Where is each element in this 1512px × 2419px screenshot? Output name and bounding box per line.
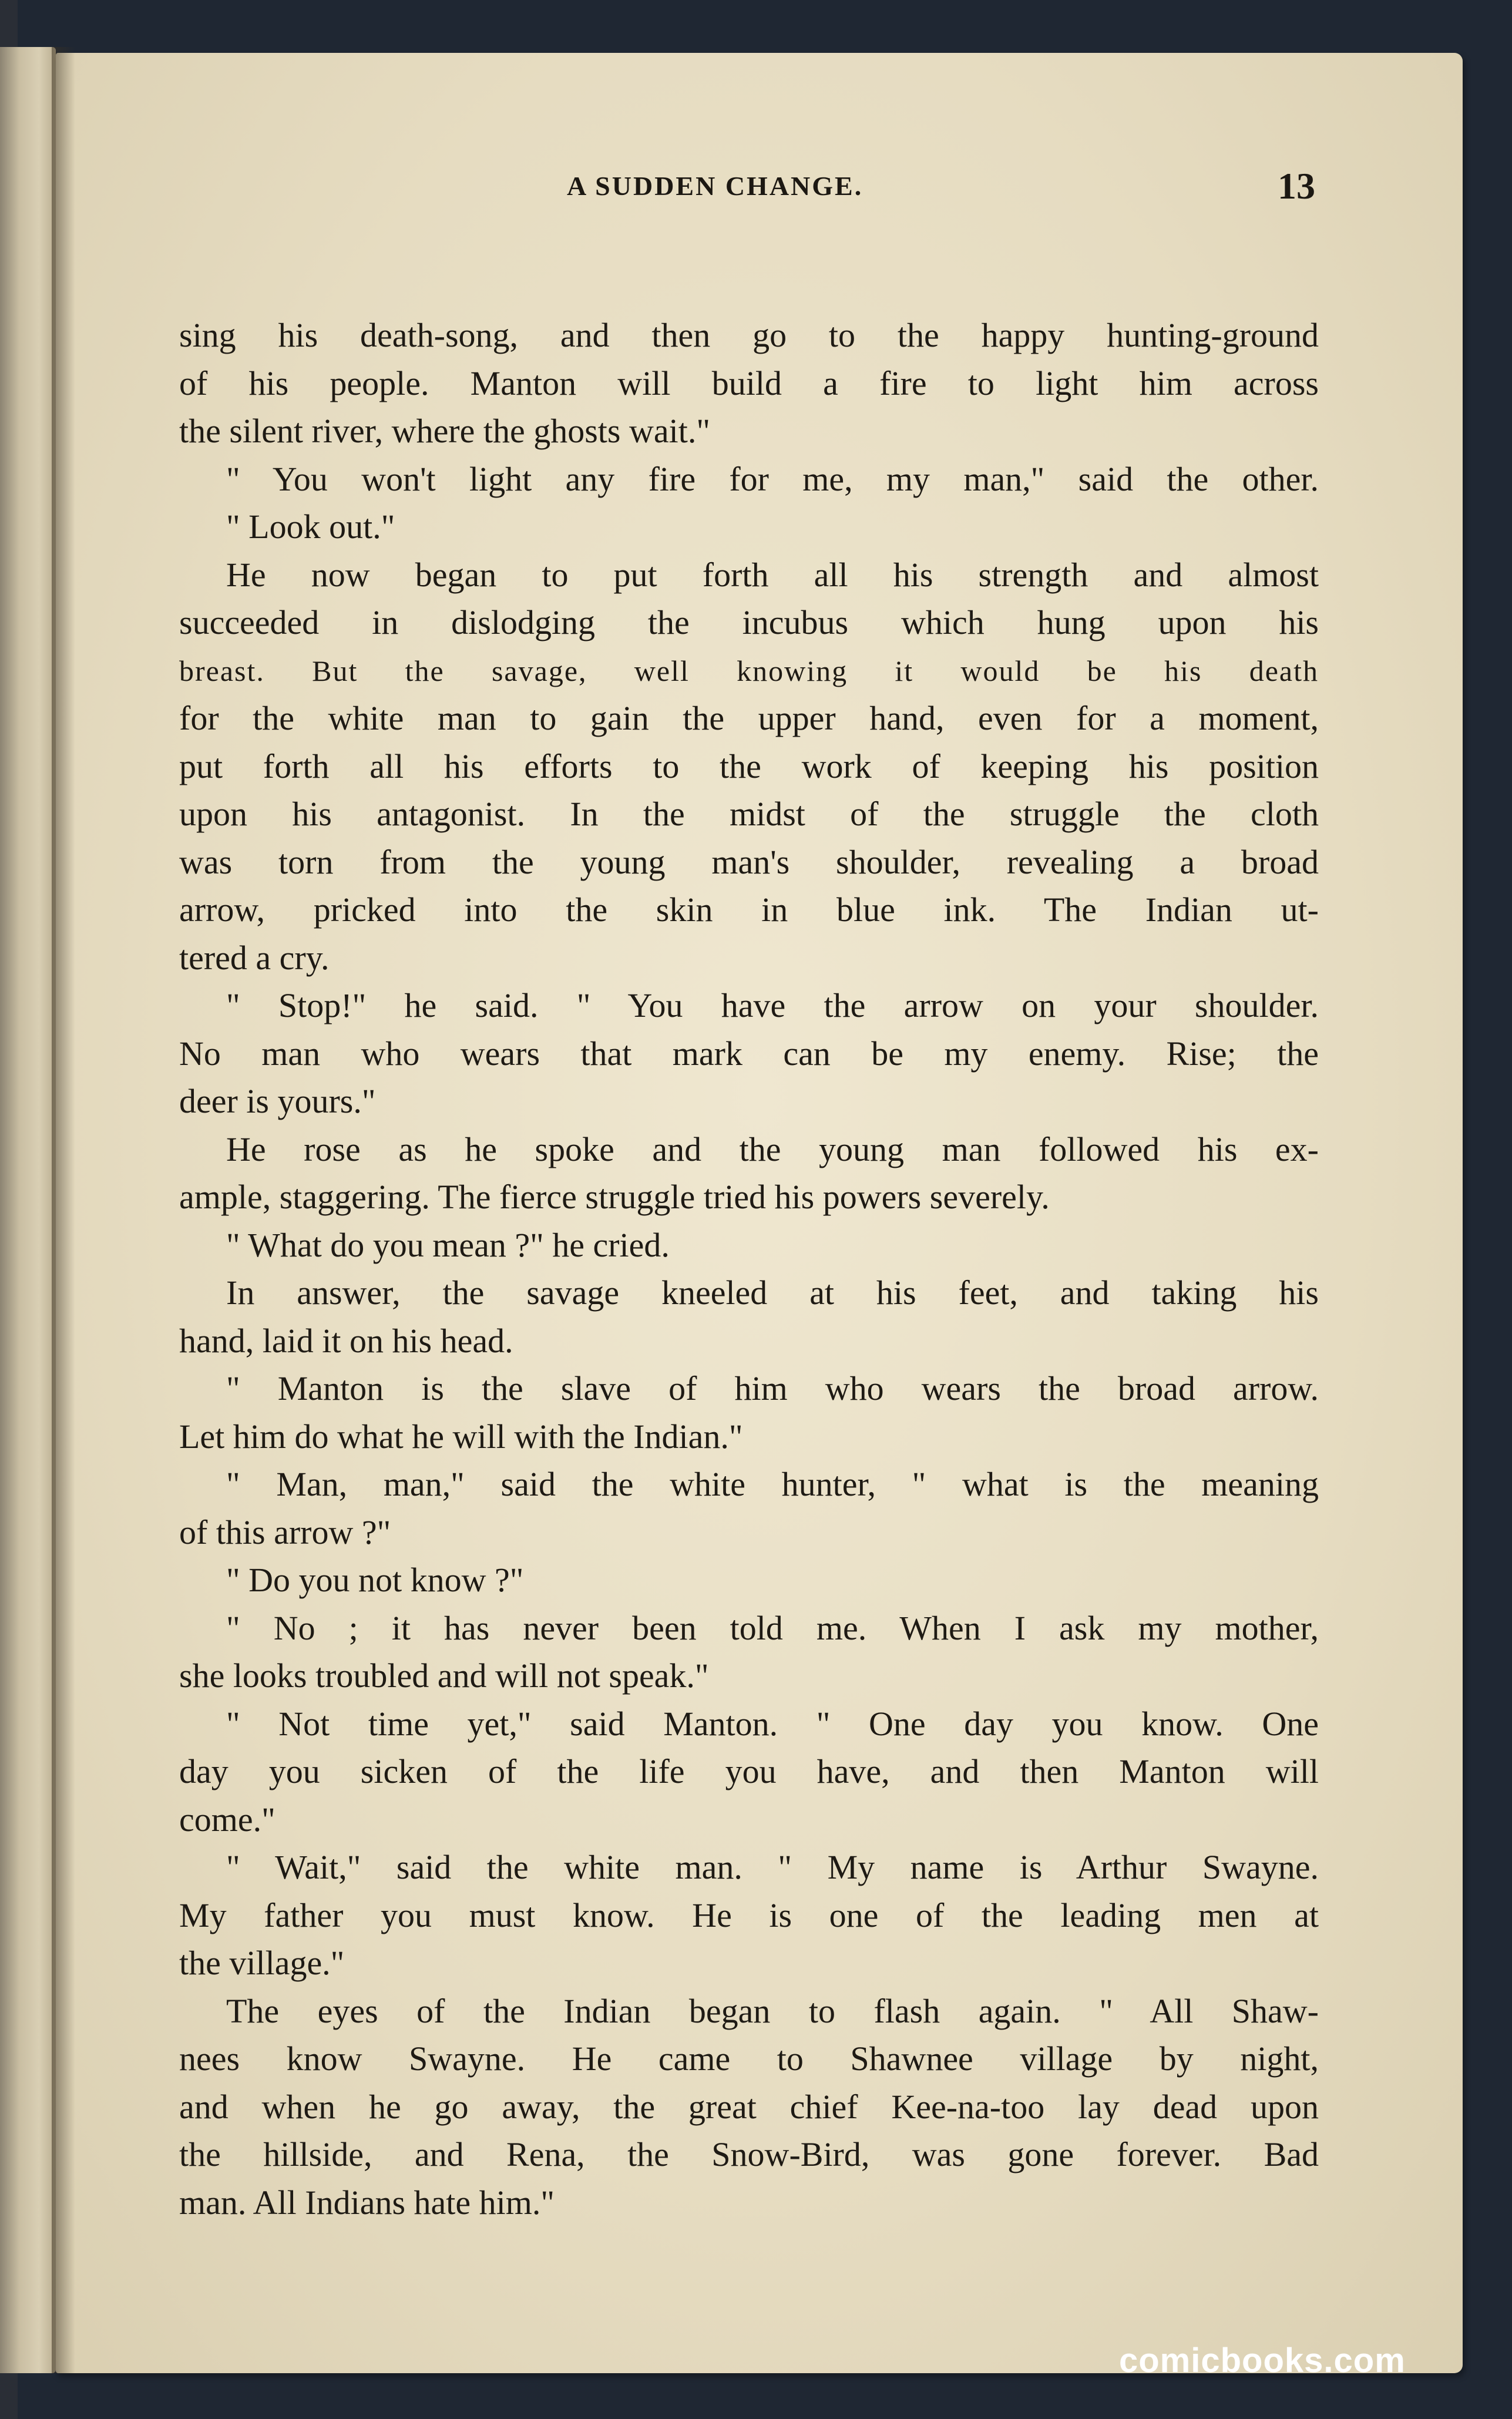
text-line: of this arrow ?": [179, 1513, 391, 1551]
running-head: [56, 164, 1463, 211]
text-line: He now began to put forth all his strength and almost: [226, 556, 1319, 594]
text-line: Let him do what he will with the Indian.": [179, 1417, 743, 1456]
text-line: was torn from the young man's shoulder, revealing a broad: [179, 843, 1319, 881]
text-line: sing his death-song, and then go to the happy hunting-ground: [179, 316, 1319, 354]
text-line: arrow, pricked into the skin in blue ink. The Indian ut-: [179, 891, 1319, 929]
watermark: comicbooks.com: [1119, 2341, 1406, 2380]
text-line: " Wait," said the white man. " My name is Arthur Swayne.: [226, 1848, 1319, 1886]
text-line: the village.": [179, 1944, 345, 1982]
text-line: " You won't light any fire for me, my man," said the other.: [226, 460, 1319, 498]
text-line: put forth all his efforts to the work of keeping his position: [179, 747, 1319, 785]
book-page: [56, 53, 1463, 2373]
text-line: day you sicken of the life you have, and then Manton will: [179, 1752, 1319, 1790]
text-line: and when he go away, the great chief Kee-na-too lay dead upon: [179, 2088, 1319, 2126]
text-line: He rose as he spoke and the young man followed his ex-: [226, 1130, 1319, 1168]
text-line: nees know Swayne. He came to Shawnee village by night,: [179, 2040, 1319, 2078]
text-line: of his people. Manton will build a fire to light him across: [179, 364, 1319, 402]
text-line: " Look out.": [226, 508, 395, 546]
text-line: hand, laid it on his head.: [179, 1322, 513, 1360]
text-line: tered a cry.: [179, 939, 330, 977]
text-line: My father you must know. He is one of the leading men at: [179, 1896, 1319, 1934]
text-line: " Not time yet," said Manton. " One day you know. One: [226, 1705, 1319, 1743]
text-line: In answer, the savage kneeled at his feet, and taking his: [226, 1274, 1319, 1312]
page-number: 13: [1278, 165, 1315, 207]
text-line: The eyes of the Indian began to flash again. " All Shaw-: [226, 1992, 1319, 2030]
text-line: No man who wears that mark can be my enemy. Rise; the: [179, 1034, 1319, 1073]
text-line: " No ; it has never been told me. When I ask my mother,: [226, 1609, 1319, 1647]
text-line: deer is yours.": [179, 1082, 376, 1120]
text-line: come.": [179, 1800, 275, 1839]
text-line: " Do you not know ?": [226, 1561, 524, 1599]
text-line: " Manton is the slave of him who wears the broad arrow.: [226, 1369, 1319, 1407]
text-line: the silent river, where the ghosts wait.": [179, 412, 711, 450]
text-line: upon his antagonist. In the midst of the struggle the cloth: [179, 795, 1319, 833]
text-line: " Stop!" he said. " You have the arrow on your shoulder.: [226, 986, 1319, 1024]
text-line: succeeded in dislodging the incubus which hung upon his: [179, 603, 1319, 641]
text-line: man. All Indians hate him.": [179, 2183, 555, 2222]
text-line: the hillside, and Rena, the Snow-Bird, was gone forever. Bad: [179, 2135, 1319, 2173]
text-line: for the white man to gain the upper hand, even for a moment,: [179, 699, 1319, 737]
text-line: ample, staggering. The fierce struggle tried his powers severely.: [179, 1178, 1050, 1216]
left-page-edge: [0, 47, 56, 2373]
gutter-shadow: [52, 47, 75, 2373]
chapter-heading: A SUDDEN CHANGE.: [567, 171, 863, 201]
text-line: breast. But the savage, well knowing it would be his death: [179, 654, 1319, 687]
text-line: " What do you mean ?" he cried.: [226, 1226, 670, 1264]
body-text: [179, 311, 1319, 2238]
text-line: " Man, man," said the white hunter, " what is the meaning: [226, 1465, 1319, 1503]
text-line: she looks troubled and will not speak.": [179, 1657, 709, 1695]
